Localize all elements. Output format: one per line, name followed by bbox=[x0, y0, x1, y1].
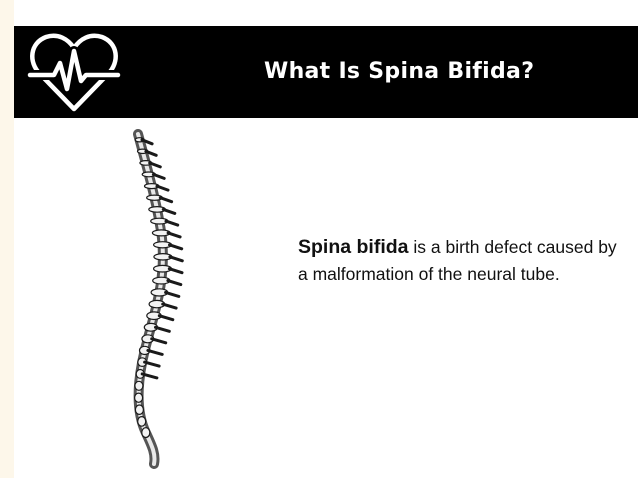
vertebra bbox=[142, 428, 150, 438]
header-bar bbox=[14, 26, 638, 118]
spinous-process bbox=[168, 233, 180, 237]
definition-text bbox=[298, 234, 618, 288]
spine-illustration bbox=[104, 128, 204, 470]
spinous-process bbox=[159, 316, 173, 320]
spinous-process bbox=[145, 362, 160, 366]
spinous-process bbox=[166, 292, 179, 296]
spinous-process bbox=[168, 281, 181, 285]
spinous-process bbox=[163, 304, 176, 308]
spinous-process bbox=[163, 209, 175, 213]
spinous-process bbox=[148, 350, 162, 354]
left-edge-strip bbox=[0, 0, 14, 478]
spinous-process bbox=[170, 245, 182, 249]
defined-term: Spina bifida bbox=[298, 236, 409, 258]
vertebra bbox=[135, 405, 143, 414]
spinous-process bbox=[153, 174, 164, 178]
vertebra bbox=[135, 381, 143, 390]
slide bbox=[14, 0, 638, 478]
heartbeat-heart-icon bbox=[26, 29, 122, 115]
spinous-process bbox=[166, 221, 178, 225]
spinous-process bbox=[160, 198, 171, 202]
vertebra bbox=[135, 393, 143, 402]
spinous-process bbox=[170, 257, 182, 261]
vertebra bbox=[138, 417, 146, 427]
spinous-process bbox=[156, 327, 170, 331]
slide-title: What Is Spina Bifida? bbox=[264, 59, 535, 84]
definition-body: is a birth defect caused by a malformation of the neural tube. bbox=[298, 237, 617, 284]
spinous-process bbox=[169, 269, 182, 273]
spinous-process bbox=[152, 339, 166, 343]
spinous-process bbox=[157, 186, 168, 190]
